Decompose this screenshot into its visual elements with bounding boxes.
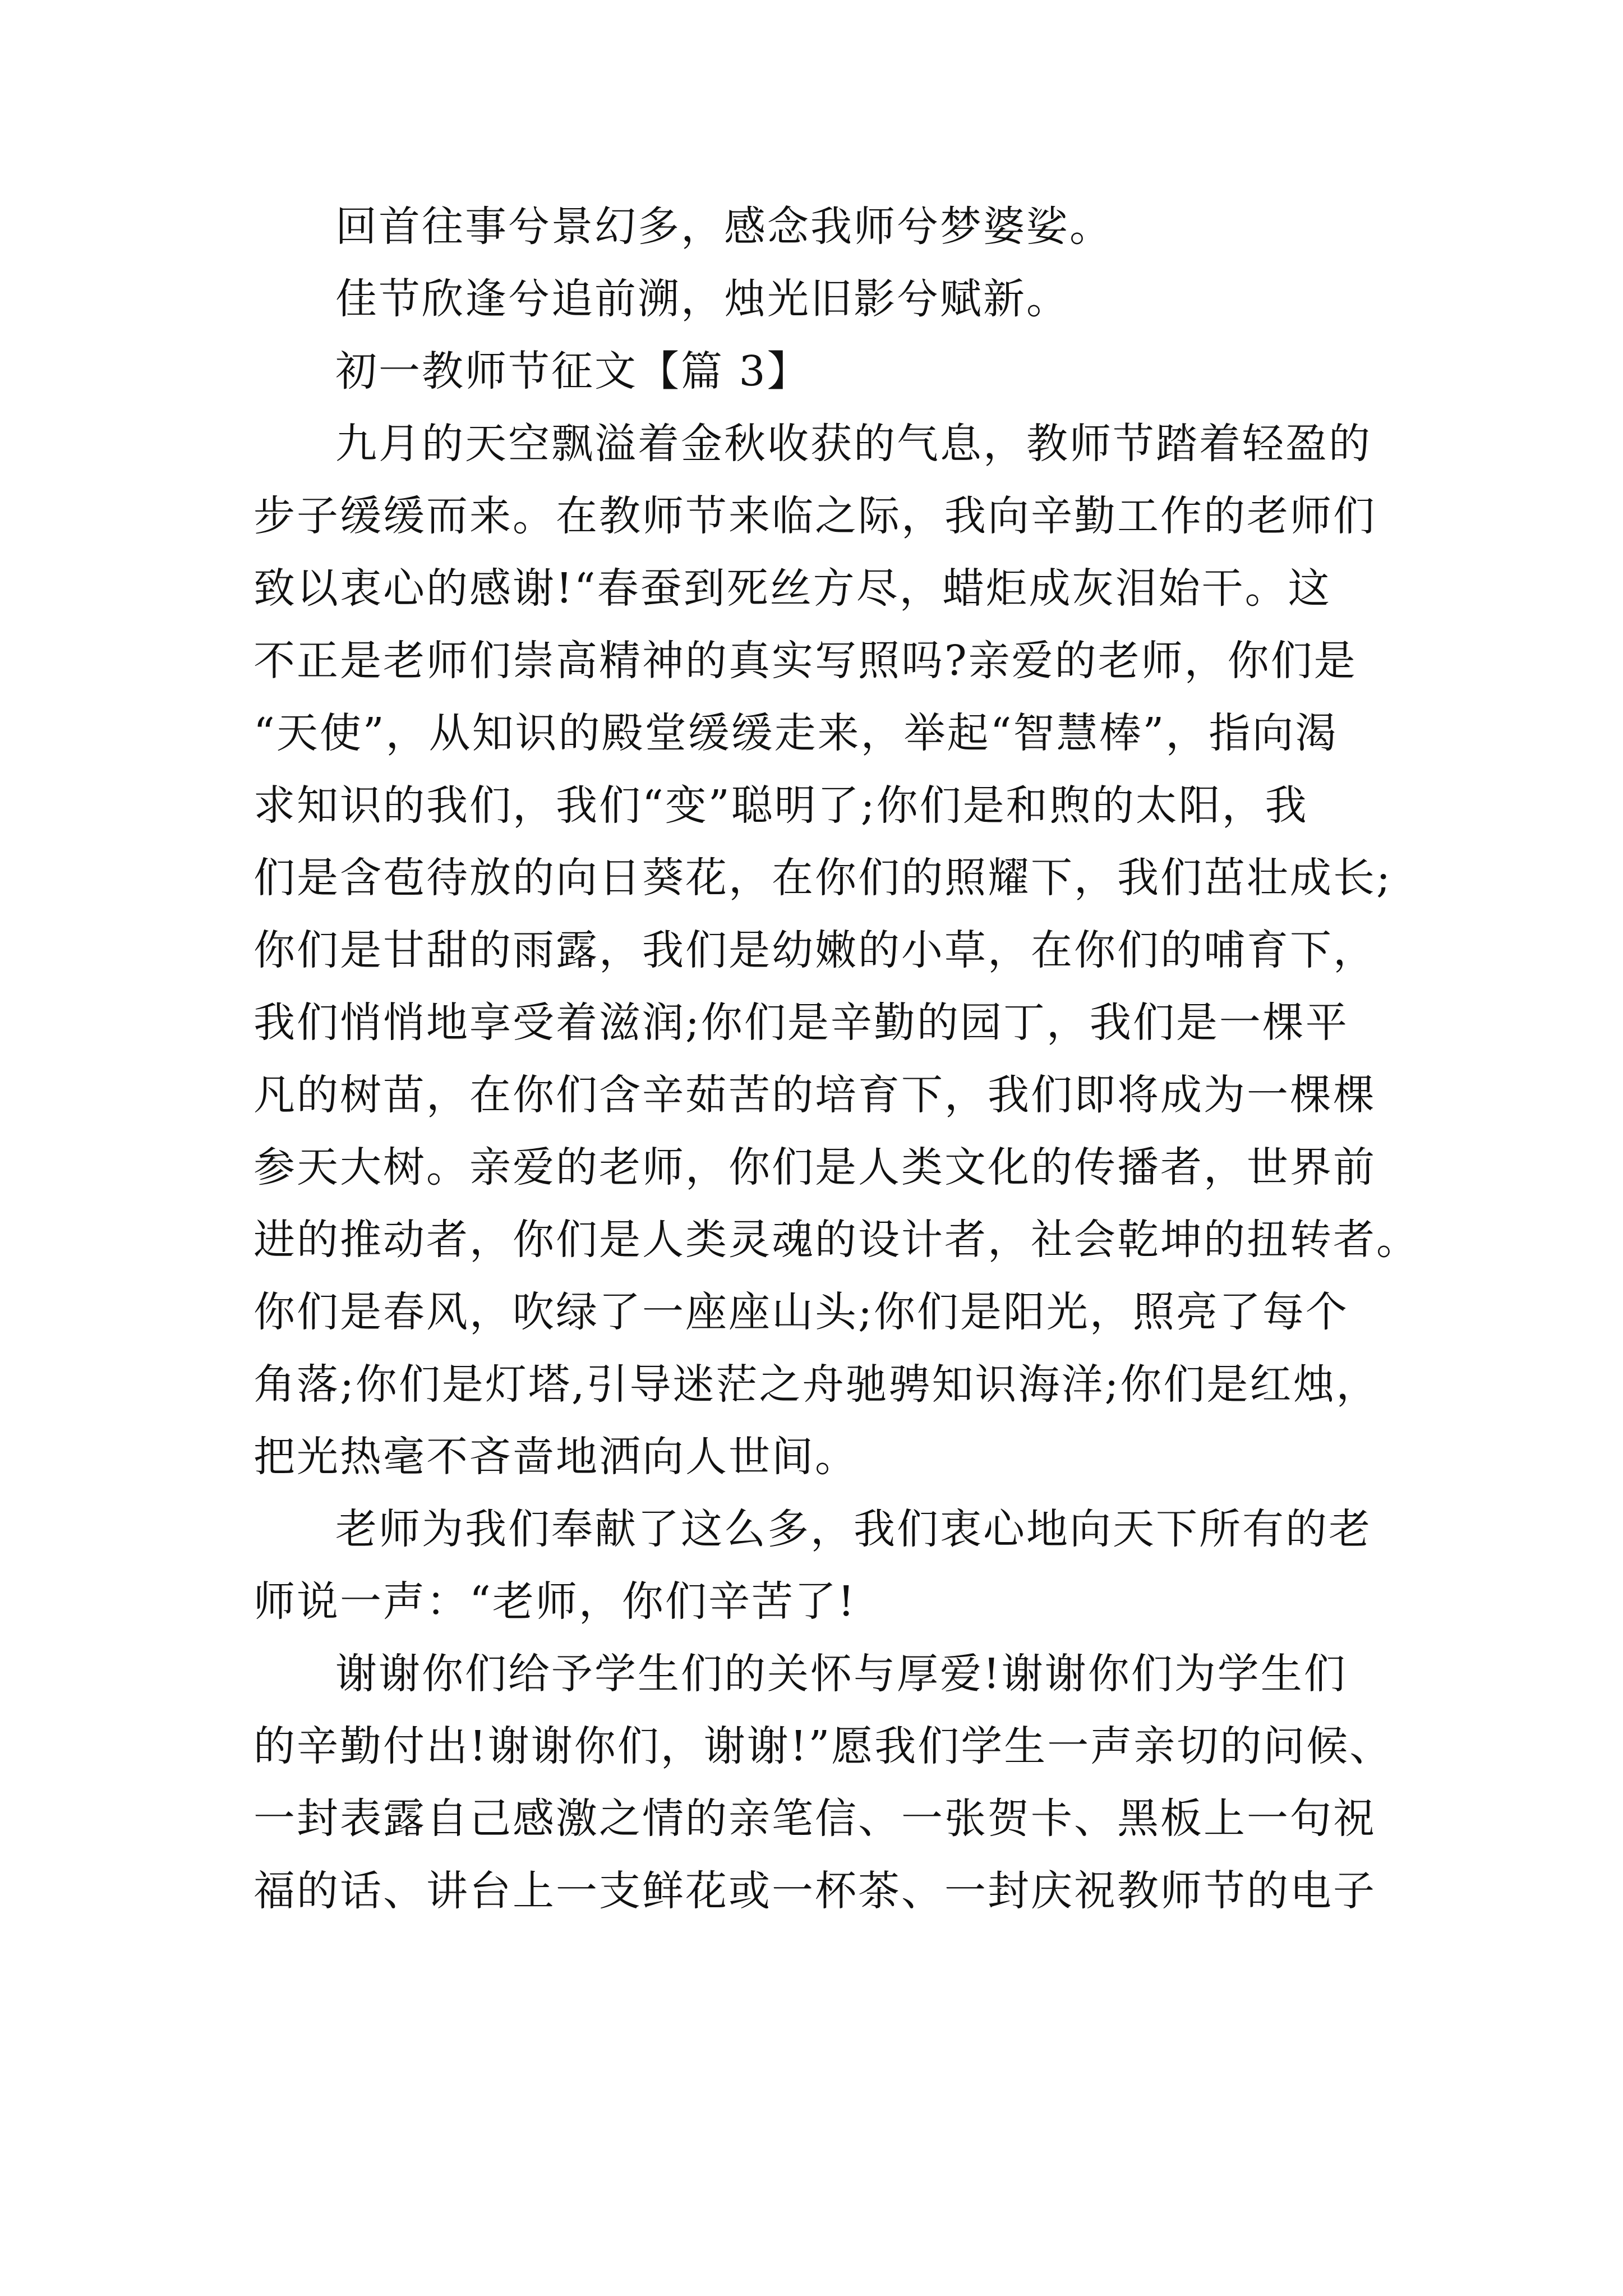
paragraph-line: 求知识的我们，我们“变”聪明了;你们是和煦的太阳，我: [253, 781, 1308, 830]
poem-line: 佳节欣逢兮追前溯，烛光旧影兮赋新。: [335, 275, 1069, 323]
paragraph-line: 你们是春风，吹绿了一座座山头;你们是阳光，照亮了每个: [253, 1288, 1349, 1336]
paragraph-line: 把光热毫不吝啬地洒向人世间。: [253, 1433, 858, 1481]
poem-line: 回首往事兮景幻多，感念我师兮梦婆娑。: [335, 203, 1113, 251]
paragraph-line: 福的话、讲台上一支鲜花或一杯茶、一封庆祝教师节的电子: [253, 1867, 1376, 1915]
paragraph-line: 谢谢你们给予学生们的关怀与厚爱!谢谢你们为学生们: [335, 1650, 1347, 1698]
paragraph-line: 我们悄悄地享受着滋润;你们是辛勤的园丁，我们是一棵平: [253, 999, 1349, 1047]
paragraph-line: 老师为我们奉献了这么多，我们衷心地向天下所有的老: [335, 1505, 1372, 1553]
paragraph-line: 九月的天空飘溢着金秋收获的气息，教师节踏着轻盈的: [335, 420, 1372, 468]
paragraph-line: 步子缓缓而来。在教师节来临之际，我向辛勤工作的老师们: [253, 492, 1376, 540]
paragraph-line: 你们是甘甜的雨露，我们是幼嫩的小草，在你们的哺育下，: [253, 926, 1376, 974]
paragraph-line: 们是含苞待放的向日葵花，在你们的照耀下，我们茁壮成长;: [253, 854, 1392, 902]
paragraph-line: 进的推动者，你们是人类灵魂的设计者，社会乾坤的扭转者。: [253, 1216, 1419, 1264]
document-body: [253, 191, 1419, 1927]
paragraph-line: 凡的树苗，在你们含辛茹苦的培育下，我们即将成为一棵棵: [253, 1071, 1376, 1119]
paragraph-line: 师说一声：“老师，你们辛苦了!: [253, 1577, 856, 1626]
section-heading: 初一教师节征文【篇 3】: [335, 347, 810, 395]
paragraph-line: 参天大树。亲爱的老师，你们是人类文化的传播者，世界前: [253, 1143, 1376, 1191]
paragraph-line: 角落;你们是灯塔,引导迷茫之舟驰骋知识海洋;你们是红烛，: [253, 1360, 1380, 1409]
paragraph-line: “天使”，从知识的殿堂缓缓走来，举起“智慧棒”，指向渴: [253, 709, 1339, 757]
paragraph-line: 的辛勤付出!谢谢你们，谢谢!”愿我们学生一声亲切的问候、: [253, 1722, 1393, 1770]
paragraph-line: 致以衷心的感谢!“春蚕到死丝方尽，蜡炬成灰泪始干。这: [253, 564, 1331, 613]
paragraph-line: 不正是老师们崇高精神的真实写照吗?亲爱的老师，你们是: [253, 637, 1357, 685]
paragraph-line: 一封表露自己感激之情的亲笔信、一张贺卡、黑板上一句祝: [253, 1795, 1376, 1843]
